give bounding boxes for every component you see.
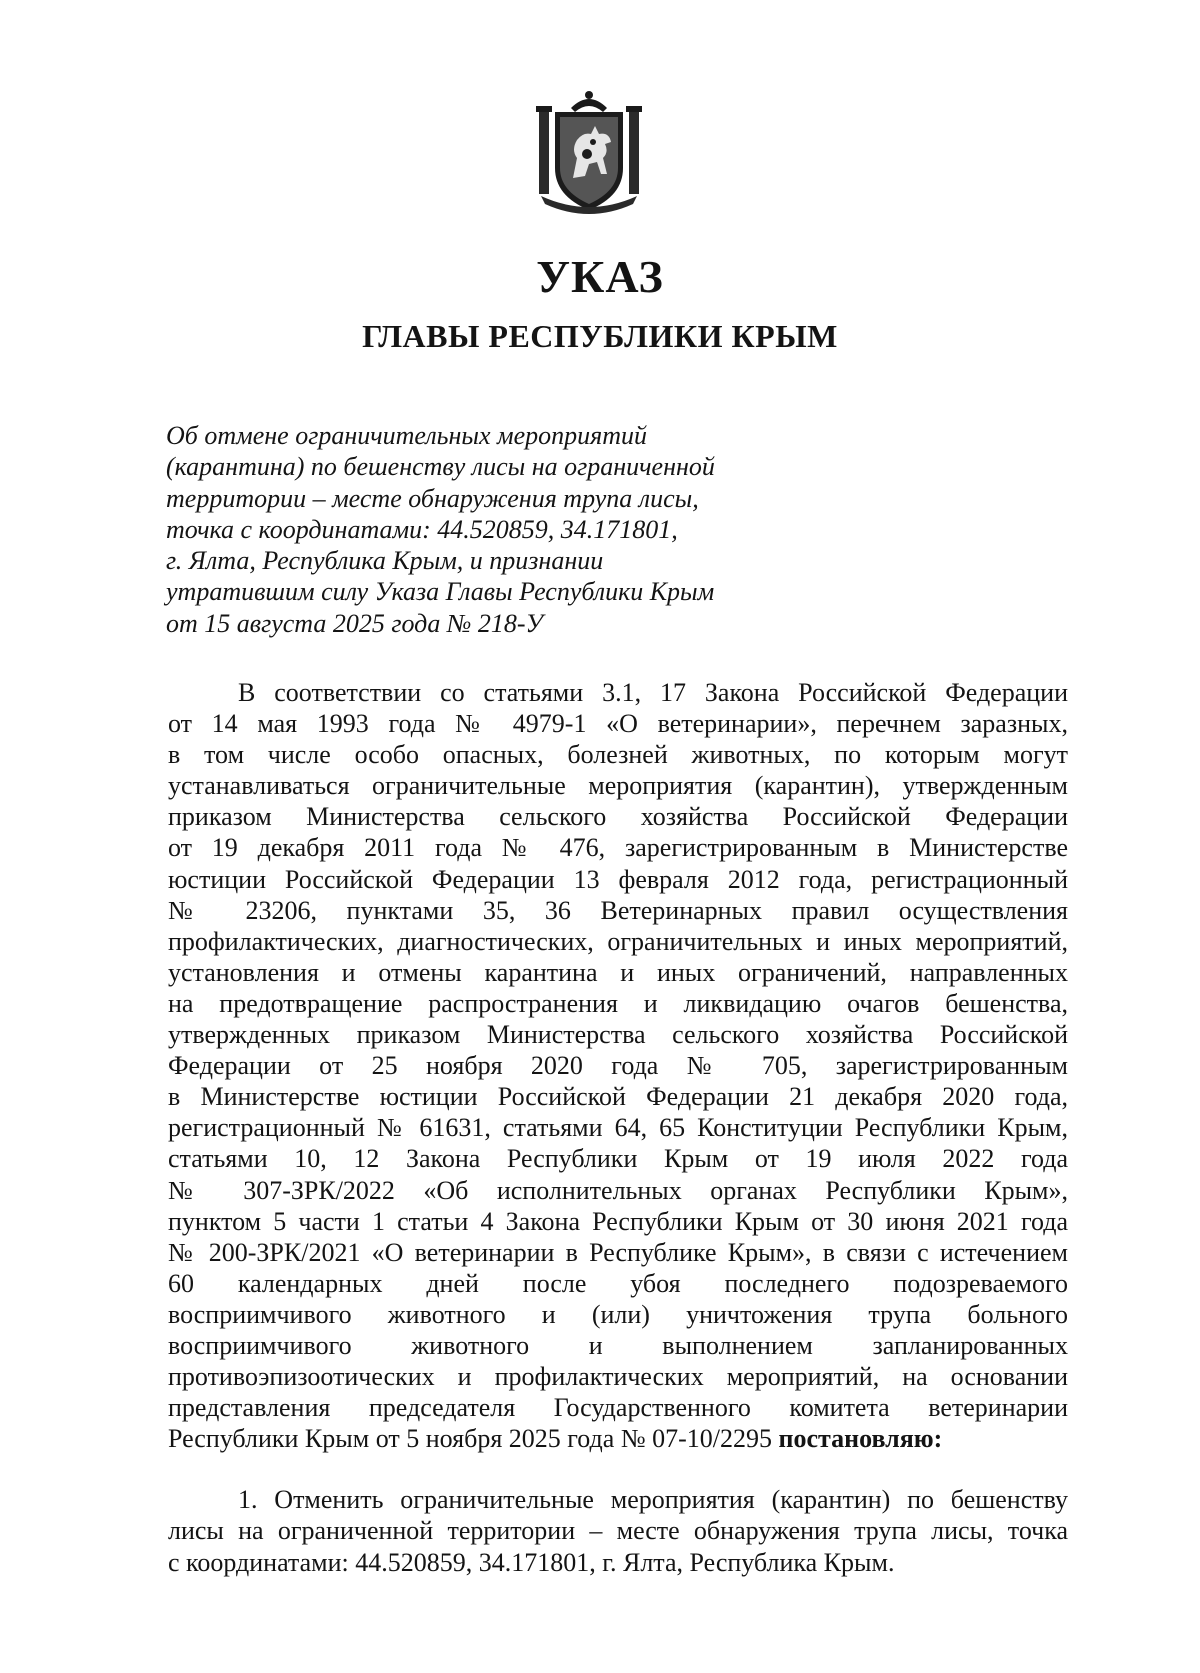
paragraph-line: на предотвращение распространения и ликвидацию очагов бешенства, xyxy=(168,988,1068,1018)
paragraph-line-text: Республики Крым от 5 ноября 2025 года № 07-10/2295 xyxy=(168,1424,773,1454)
subject-line: утратившим силу Указа Главы Республики Крым xyxy=(166,577,715,607)
paragraph-line: устанавливаться ограничительные мероприятия (карантин), утвержденным xyxy=(168,771,1068,801)
paragraph-line: приказом Министерства сельского хозяйства Российской Федерации xyxy=(168,802,1068,832)
subject-line: точка с координатами: 44.520859, 34.171801, xyxy=(166,514,678,544)
paragraph-line: восприимчивого животного и (или) уничтожения трупа больного xyxy=(168,1299,1068,1329)
paragraph-line: пунктом 5 части 1 статьи 4 Закона Республики Крым от 30 июня 2021 года xyxy=(168,1206,1068,1236)
paragraph-line: от 19 декабря 2011 года № 476, зарегистрированным в Министерстве xyxy=(168,833,1068,863)
paragraph-line: от 14 мая 1993 года № 4979-1 «О ветеринарии», перечнем заразных, xyxy=(168,709,1068,739)
subject-line: Об отмене ограничительных мероприятий xyxy=(166,421,648,450)
item-1-paragraph xyxy=(168,1484,1068,1578)
decree-word: постановляю: xyxy=(778,1424,943,1454)
paragraph-line: восприимчивого животного и выполнением запланированных xyxy=(168,1330,1068,1360)
paragraph-line: статьями 10, 12 Закона Республики Крым от 19 июля 2022 года xyxy=(168,1144,1068,1174)
subject-line: от 15 августа 2025 года № 218-У xyxy=(166,608,543,638)
preamble-paragraph xyxy=(168,677,1068,1454)
paragraph-line: № 23206, пунктами 35, 36 Ветеринарных правил осуществления xyxy=(168,895,1068,925)
paragraph-line: № 200-ЗРК/2021 «О ветеринарии в Республике Крым», в связи с истечением xyxy=(168,1237,1068,1267)
paragraph-line: противоэпизоотических и профилактических мероприятий, на основании xyxy=(168,1362,1068,1392)
subject-line: г. Ялта, Республика Крым, и признании xyxy=(166,546,604,576)
paragraph-line: установления и отмены карантина и иных ограничений, направленных xyxy=(168,957,1068,987)
decree-subject xyxy=(166,420,786,639)
paragraph-line: в том числе особо опасных, болезней животных, по которым могут xyxy=(168,740,1068,770)
paragraph-line: регистрационный № 61631, статьями 64, 65 Конституции Республики Крым, xyxy=(168,1113,1068,1143)
paragraph-last-line xyxy=(168,1423,1068,1454)
paragraph-line: лисы на ограниченной территории – месте обнаружения трупа лисы, точка xyxy=(168,1516,1068,1546)
paragraph-line: в Министерстве юстиции Российской Федерации 21 декабря 2020 года, xyxy=(168,1082,1068,1112)
paragraph-line: 1. Отменить ограничительные мероприятия (карантин) по бешенству xyxy=(238,1485,1068,1514)
paragraph-line: 60 календарных дней после убоя последнего подозреваемого xyxy=(168,1268,1068,1298)
paragraph-line: профилактических, диагностических, ограничительных и иных мероприятий, xyxy=(168,926,1068,956)
paragraph-line: утвержденных приказом Министерства сельского хозяйства Российской xyxy=(168,1020,1068,1050)
paragraph-line: Федерации от 25 ноября 2020 года № 705, зарегистрированным xyxy=(168,1051,1068,1081)
document-subtitle: ГЛАВЫ РЕСПУБЛИКИ КРЫМ xyxy=(362,318,838,354)
paragraph-line: В соответствии со статьями 3.1, 17 Закона Российской Федерации xyxy=(238,678,1068,707)
subject-line: (карантина) по бешенству лисы на ограниченной xyxy=(166,452,715,482)
crimea-coat-of-arms-icon xyxy=(533,88,645,216)
document-title: УКАЗ xyxy=(536,251,664,302)
paragraph-line: № 307-ЗРК/2022 «Об исполнительных органах Республики Крым», xyxy=(168,1175,1068,1205)
paragraph-line: с координатами: 44.520859, 34.171801, г. Ялта, Республика Крым. xyxy=(168,1547,895,1577)
paragraph-line: представления председателя Государственного комитета ветеринарии xyxy=(168,1393,1068,1423)
subject-line: территории – месте обнаружения трупа лисы, xyxy=(166,483,699,513)
paragraph-line: юстиции Российской Федерации 13 февраля 2012 года, регистрационный xyxy=(168,864,1068,894)
